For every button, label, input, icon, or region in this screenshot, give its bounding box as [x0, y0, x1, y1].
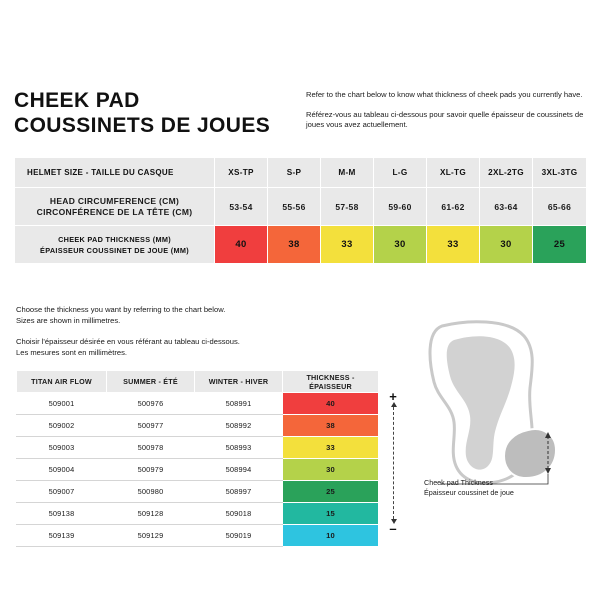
circumference-cell: 53-54: [215, 188, 268, 226]
size-header-cell: 3XL-3TG: [533, 158, 587, 188]
table-row: [17, 459, 379, 481]
part-number-cell-titan: 509004: [17, 459, 107, 481]
part-number-cell-titan: 509003: [17, 437, 107, 459]
size-header-cell: S-P: [268, 158, 321, 188]
callout-line-en: Cheek pad Thickness: [424, 478, 493, 487]
cheek-pad-illustration: [404, 318, 590, 498]
part-number-cell-summer: 500976: [107, 393, 195, 415]
instructions-en-line-1: Choose the thickness you want by referring to the chart below.: [16, 305, 226, 314]
table-row: [17, 503, 379, 525]
instructions-fr-line-2: Les mesures sont en millimètres.: [16, 347, 127, 357]
part-number-cell-titan: 509138: [17, 503, 107, 525]
circumference-cell: 57-58: [321, 188, 374, 226]
thickness-cell: 40: [215, 226, 268, 264]
instructions-block: [16, 305, 346, 358]
table-row: [17, 393, 379, 415]
thickness-cell: 33: [321, 226, 374, 264]
intro-text-en: Refer to the chart below to know what thickness of cheek pads you currently have.: [306, 90, 583, 99]
helmet-liner-diagram-icon: [404, 318, 590, 498]
part-number-cell-winter: 509019: [195, 525, 283, 547]
part-number-cell-titan: 509001: [17, 393, 107, 415]
thickness-cell: 15: [283, 503, 379, 525]
thickness-cell: 33: [427, 226, 480, 264]
size-header-cell: XL-TG: [427, 158, 480, 188]
circumference-cell: 61-62: [427, 188, 480, 226]
row-label-head-circumference-fr: CIRCONFÉRENCE DE LA TÊTE (CM): [36, 206, 193, 217]
size-header-cell: M-M: [321, 158, 374, 188]
part-number-cell-summer: 500980: [107, 481, 195, 503]
circumference-cell: 55-56: [268, 188, 321, 226]
callout-line-fr: Épaisseur coussinet de joue: [424, 488, 514, 497]
page-title: [14, 88, 304, 138]
thickness-cell: 25: [533, 226, 587, 264]
plus-symbol: +: [389, 389, 397, 404]
part-number-cell-titan: 509002: [17, 415, 107, 437]
part-number-cell-titan: 509139: [17, 525, 107, 547]
part-number-cell-summer: 509129: [107, 525, 195, 547]
intro-text: [304, 88, 586, 140]
thickness-cell: 40: [283, 393, 379, 415]
part-number-cell-winter: 509018: [195, 503, 283, 525]
size-table-row-label-helmet-size: HELMET SIZE - TAILLE DU CASQUE: [15, 158, 215, 188]
table-row: [17, 481, 379, 503]
thickness-scale: [382, 389, 404, 542]
part-number-cell-summer: 500977: [107, 415, 195, 437]
size-header-cell: 2XL-2TG: [480, 158, 533, 188]
part-table-header-row: [17, 371, 379, 393]
row-label-cheek-pad-thickness-fr: ÉPAISSEUR COUSSINET DE JOUE (MM): [40, 245, 189, 255]
page-title-line-1: CHEEK PAD: [14, 89, 140, 112]
size-table-header-row: [15, 158, 587, 188]
thickness-cell: 30: [283, 459, 379, 481]
part-number-cell-winter: 508992: [195, 415, 283, 437]
table-row: [17, 415, 379, 437]
thickness-cell: 30: [374, 226, 427, 264]
size-header-cell: XS-TP: [215, 158, 268, 188]
circumference-cell: 63-64: [480, 188, 533, 226]
part-number-cell-winter: 508993: [195, 437, 283, 459]
part-number-cell-winter: 508997: [195, 481, 283, 503]
intro-text-fr: Référez-vous au tableau ci-dessous pour savoir quelle épaisseur de coussinets de joues vous avez actuellement.: [306, 109, 584, 129]
instructions-fr-line-1: Choisir l'épaisseur désirée en vous référant au tableau ci-dessous.: [16, 337, 240, 347]
part-table-header-thickness: THICKNESS - ÉPAISSEUR: [283, 371, 379, 393]
circumference-cell: 59-60: [374, 188, 427, 226]
row-label-cheek-pad-thickness-en: CHEEK PAD THICKNESS (MM): [58, 234, 171, 244]
instructions-en-line-2: Sizes are shown in millimetres.: [16, 315, 121, 325]
part-number-cell-titan: 509007: [17, 481, 107, 503]
part-table-header-titan: TITAN AIR FLOW: [17, 371, 107, 393]
head-circumference-row: [15, 188, 587, 226]
row-label-head-circumference: [15, 188, 215, 226]
thickness-cell: 33: [283, 437, 379, 459]
thickness-cell: 10: [283, 525, 379, 547]
part-table-header-winter: WINTER - HIVER: [195, 371, 283, 393]
circumference-cell: 65-66: [533, 188, 587, 226]
table-row: [17, 437, 379, 459]
illustration-callout: [424, 478, 584, 498]
thickness-cell: 25: [283, 481, 379, 503]
size-header-cell: L-G: [374, 158, 427, 188]
page-title-line-2: COUSSINETS DE JOUES: [14, 114, 271, 137]
thickness-cell: 30: [480, 226, 533, 264]
part-number-cell-summer: 509128: [107, 503, 195, 525]
row-label-head-circumference-en: HEAD CIRCUMFERENCE (CM): [49, 195, 180, 206]
scale-arrow-icon: [393, 407, 394, 519]
helmet-size-table: [14, 157, 587, 264]
document-header: [14, 88, 586, 140]
part-table-header-summer: SUMMER - ÉTÉ: [107, 371, 195, 393]
part-number-cell-winter: 508994: [195, 459, 283, 481]
row-label-cheek-pad-thickness: [15, 226, 215, 264]
minus-symbol: –: [389, 521, 397, 536]
part-number-cell-winter: 508991: [195, 393, 283, 415]
cheek-pad-thickness-row: [15, 226, 587, 264]
table-row: [17, 525, 379, 547]
part-number-cell-summer: 500979: [107, 459, 195, 481]
thickness-cell: 38: [268, 226, 321, 264]
part-number-table: [16, 370, 379, 547]
thickness-cell: 38: [283, 415, 379, 437]
part-number-cell-summer: 500978: [107, 437, 195, 459]
